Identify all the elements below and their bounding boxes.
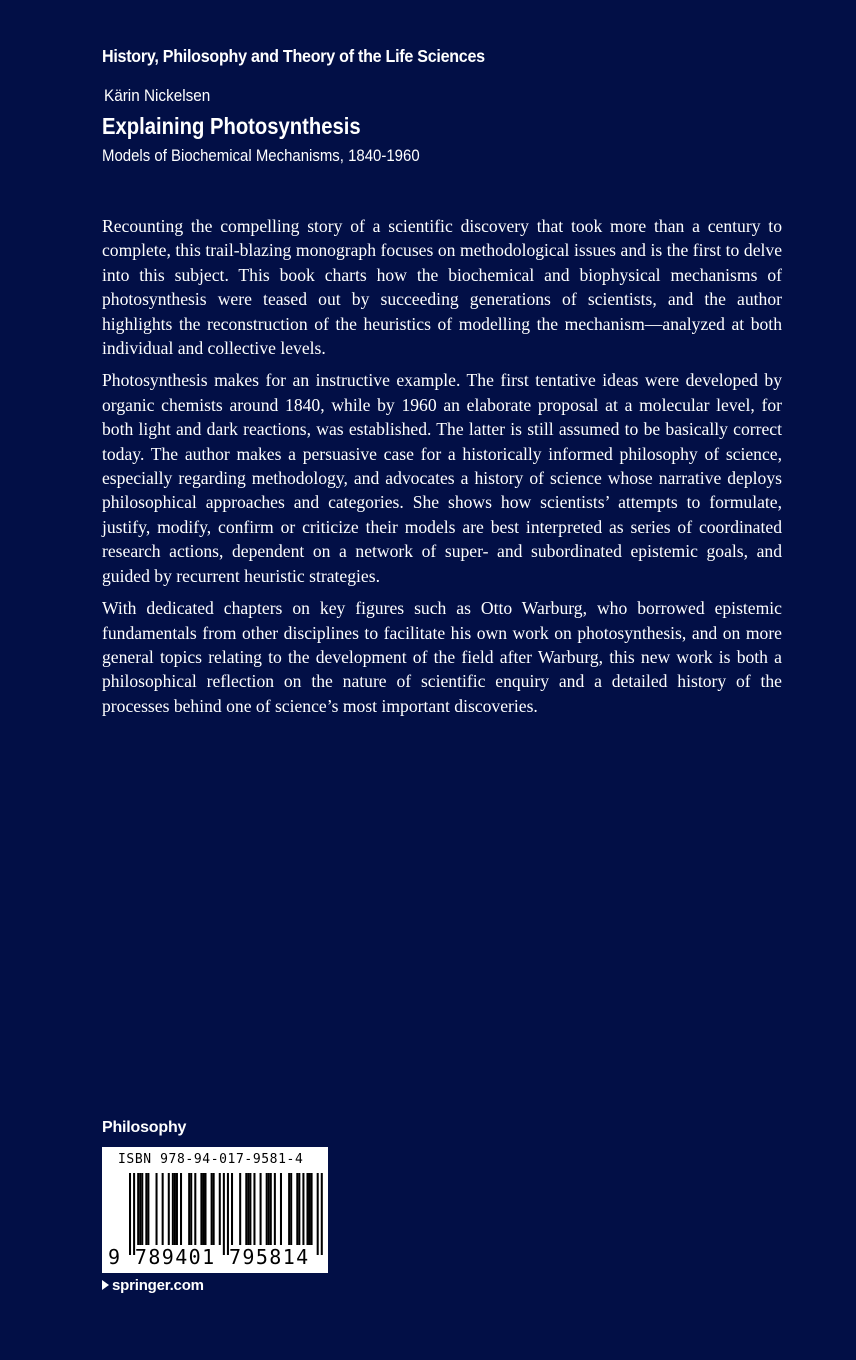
barcode-bar bbox=[147, 1173, 149, 1245]
ean-digits: 9 789401 795814 bbox=[108, 1245, 310, 1269]
barcode-bar bbox=[260, 1173, 262, 1245]
website-link[interactable] bbox=[102, 1277, 204, 1294]
barcode-bar bbox=[213, 1173, 215, 1245]
barcode-box bbox=[102, 1147, 328, 1273]
barcode-bar bbox=[249, 1173, 251, 1245]
barcode-bar bbox=[180, 1173, 182, 1245]
barcode-bar bbox=[188, 1173, 190, 1245]
book-title: Explaining Photosynthesis bbox=[102, 113, 361, 139]
barcode-bar bbox=[190, 1173, 192, 1245]
book-subtitle: Models of Biochemical Mechanisms, 1840-1960 bbox=[102, 146, 420, 165]
barcode-bar bbox=[219, 1173, 221, 1245]
author-name: Kärin Nickelsen bbox=[104, 86, 211, 105]
barcode-bar bbox=[290, 1173, 292, 1245]
barcode-bar bbox=[211, 1173, 213, 1245]
isbn-label: ISBN 978-94-017-9581-4 bbox=[118, 1152, 304, 1167]
barcode-bar bbox=[268, 1173, 270, 1245]
barcode-bar bbox=[280, 1173, 282, 1245]
barcode-bar bbox=[168, 1173, 170, 1245]
barcode-bar bbox=[317, 1173, 319, 1255]
barcode-bar bbox=[306, 1173, 308, 1245]
barcode-bar bbox=[129, 1173, 131, 1255]
barcode-bar bbox=[270, 1173, 272, 1245]
barcode-bar bbox=[247, 1173, 249, 1245]
barcode-bar bbox=[298, 1173, 300, 1245]
barcode-bar bbox=[223, 1173, 225, 1255]
barcode-bar bbox=[174, 1173, 176, 1245]
website-label: springer.com bbox=[112, 1277, 204, 1294]
series-title: History, Philosophy and Theory of the Life Sciences bbox=[102, 46, 485, 66]
barcode-bar bbox=[172, 1173, 174, 1245]
barcode-bar bbox=[194, 1173, 196, 1245]
barcode-bar bbox=[253, 1173, 255, 1245]
barcode-bar bbox=[176, 1173, 178, 1245]
barcode-bar bbox=[288, 1173, 290, 1245]
barcode-bar bbox=[200, 1173, 202, 1245]
barcode-bar bbox=[302, 1173, 304, 1245]
barcode-bar bbox=[296, 1173, 298, 1245]
barcode-bar bbox=[245, 1173, 247, 1245]
triangle-arrow-right-icon bbox=[102, 1280, 109, 1290]
barcode-bar bbox=[202, 1173, 204, 1245]
barcode-bar bbox=[137, 1173, 139, 1245]
barcode-bar bbox=[156, 1173, 158, 1245]
barcode-bar bbox=[311, 1173, 313, 1245]
barcode-bar bbox=[227, 1173, 229, 1255]
subject-category: Philosophy bbox=[102, 1119, 187, 1136]
blurb bbox=[102, 214, 782, 726]
barcode-bar bbox=[274, 1173, 276, 1245]
barcode-bar bbox=[139, 1173, 141, 1245]
barcode-bar bbox=[204, 1173, 206, 1245]
blurb-paragraph-2: Photosynthesis makes for an instructive example. The first tentative ideas were developed by organic chemists around 1840, while by 1960 an elaborate proposal at a molecular level, for both light and dark reactions, was established. The latter is still assumed to be basically correct today. The author makes a persuasive case for a historically informed philosophy of science, especially regarding methodology, and advocates a history of science whose narrative deploys philosophical approaches and categories. She shows how scientists’ attempts to formulate, justify, modify, confirm or criticize their models are best interpreted as series of coordinated research actions, dependent on a network of super- and subordinated epistemic goals, and guided by recurrent heuristic strategies. bbox=[102, 370, 782, 586]
blurb-paragraph-3: With dedicated chapters on key figures such as Otto Warburg, who borrowed epistemic fundamentals from other disciplines to facilitate his own work on photosynthesis, and on more general topics relating to the development of the field after Warburg, this new work is both a philosophical reflection on the nature of scientific enquiry and a detailed history of the processes behind one of science’s most important discoveries. bbox=[102, 598, 782, 716]
barcode-bar bbox=[231, 1173, 233, 1245]
barcode-bar bbox=[239, 1173, 241, 1245]
barcode-bar bbox=[321, 1173, 323, 1255]
barcode-bar bbox=[133, 1173, 135, 1255]
barcode-bar bbox=[141, 1173, 143, 1245]
blurb-paragraph-1: Recounting the compelling story of a scientific discovery that took more than a century to complete, this trail-blazing monograph focuses on methodological issues and is the first to delve into this subject. This book charts how the biochemical and biophysical mechanisms of photosynthesis were teased out by succeeding generations of scientists, and the author highlights the reconstruction of the heuristics of modelling the mechanism—analyzed at both individual and collective levels. bbox=[102, 216, 782, 359]
barcode-bar bbox=[162, 1173, 164, 1245]
barcode-bar bbox=[309, 1173, 311, 1245]
barcode-bar bbox=[145, 1173, 147, 1245]
barcode-bar bbox=[266, 1173, 268, 1245]
